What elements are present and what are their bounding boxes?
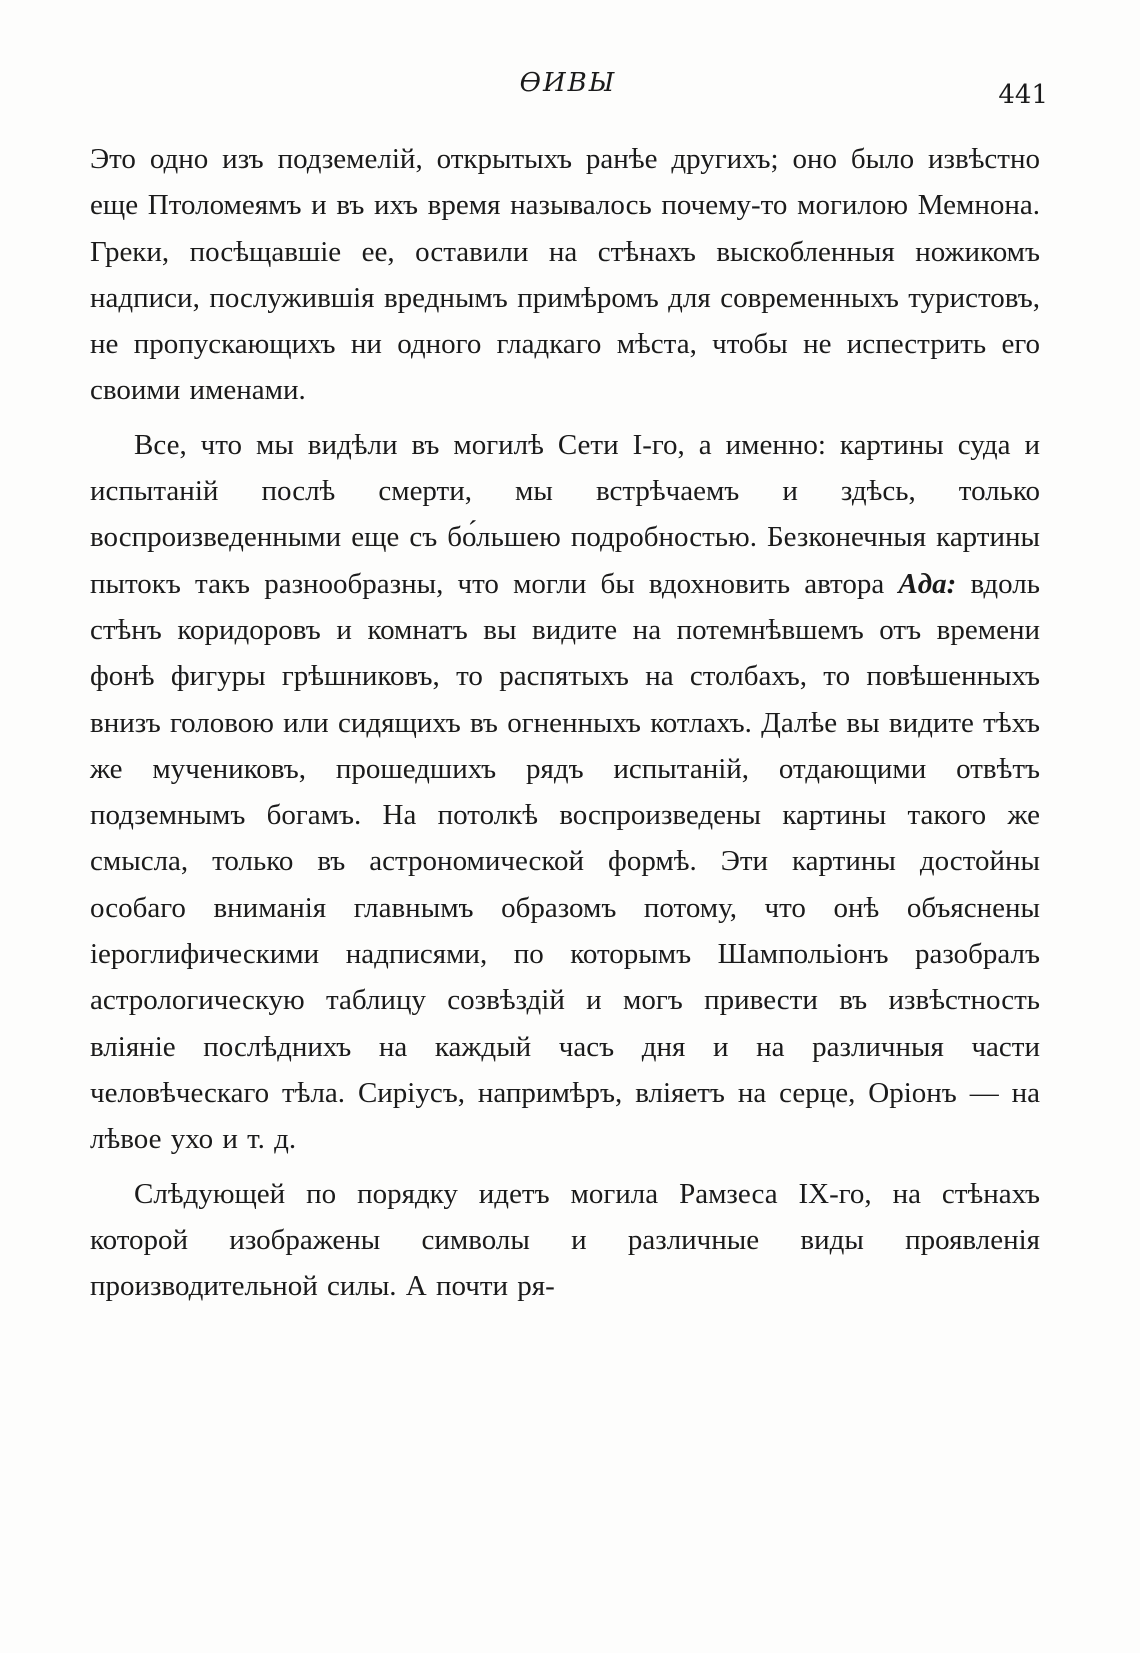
page-header	[88, 68, 1048, 108]
paragraph	[90, 136, 1040, 414]
paragraph-text: Слѣдующей по порядку идетъ могила Рамзеса IX-го, на стѣнахъ которой изображены символы и различные виды проявленія производительной силы. А почти ря-	[90, 1177, 1040, 1303]
paragraph-text: Это одно изъ подземелій, открытыхъ ранѣе другихъ; оно было извѣстно еще Птоломеямъ и въ ихъ время называлось почему-то могилою Мемнона. Греки, посѣщавшіе ее, оставили на стѣнахъ выскобленныя ножикомъ надписи, послужившія вреднымъ примѣромъ для современныхъ туристовъ, не пропускающихъ ни одного гладкаго мѣста, чтобы не испестрить его своими именами.	[90, 143, 1040, 407]
page-number: 441	[998, 80, 1048, 110]
paragraph	[90, 422, 1040, 1163]
body-text	[90, 136, 1040, 1317]
paragraph-text: вдоль стѣнъ коридоровъ и комнатъ вы видите на потемнѣвшемъ отъ времени фонѣ фигуры грѣшниковъ, то распятыхъ на столбахъ, то повѣшенныхъ внизъ головою или сидящихъ въ огненныхъ котлахъ. Далѣе вы видите тѣхъ же мучениковъ, прошедшихъ рядъ испытаній, отдающими отвѣтъ подземнымъ богамъ. На потолкѣ воспроизведены картины такого же смысла, только въ астрономической формѣ. Эти картины достойны особаго вниманія главнымъ образомъ потому, что онѣ объяснены іероглифическими надписями, по которымъ Шампольіонъ разобралъ астрологическую таблицу созвѣздій и могъ привести въ извѣстность вліяніе послѣднихъ на каждый часъ дня и на различныя части человѣческаго тѣла. Сиріусъ, напримѣръ, вліяетъ на серце, Оріонъ — на лѣвое ухо и т. д.	[90, 567, 1040, 1156]
italic-emphasis: Ада:	[898, 567, 957, 600]
running-title: ѲИВЫ	[519, 68, 617, 98]
paragraph-text: Все, что мы видѣли въ могилѣ Сети I-го, а именно: картины суда и испытаній послѣ смерти, мы встрѣчаемъ и здѣсь, только воспроизведенными еще съ бо́льшею подробностью. Безконечныя картины пытокъ такъ разнообразны, что могли бы вдохновить автора	[90, 428, 1040, 600]
paragraph	[90, 1171, 1040, 1310]
